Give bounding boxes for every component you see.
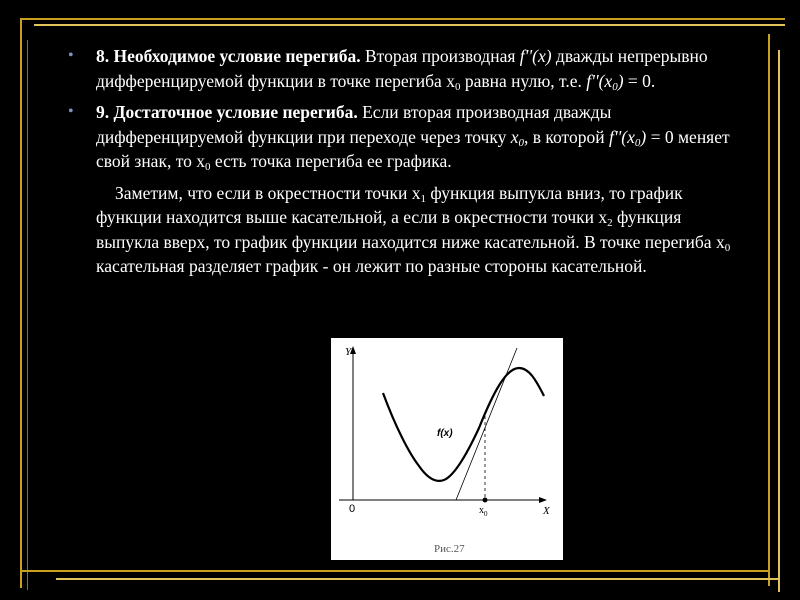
- figure-graph: [331, 338, 563, 560]
- list-item-sufficient-condition: [68, 100, 748, 174]
- frame-right-line: [768, 34, 770, 586]
- text: равна нулю, т.е.: [460, 70, 587, 91]
- text: , в которой: [524, 126, 609, 147]
- x0-point: [483, 498, 488, 503]
- text: = 0.: [623, 70, 656, 91]
- frame-top-line-inner: [34, 24, 785, 26]
- text: Если вторая производная дважды дифференцируемой функции при переходе через точку: [96, 102, 612, 147]
- bullet: •: [68, 47, 74, 64]
- text: есть точка перегиба ее графика.: [210, 151, 452, 171]
- text: дважды непрерывно дифференцируемой функции в точке перегиба x: [96, 46, 708, 91]
- formula: $f''(x_0)$: [586, 70, 624, 93]
- x0-label: $x_0$: [479, 505, 488, 518]
- text: Вторая производная: [360, 46, 520, 66]
- formula: $x_0$: [510, 126, 525, 149]
- curve-label: f(x): [437, 428, 453, 439]
- tangent-line: [456, 348, 517, 500]
- list-item-necessary-condition: [68, 44, 748, 93]
- formula: f''(x): [519, 46, 552, 66]
- subscript: 0: [454, 80, 461, 93]
- x-axis-arrow: [539, 497, 547, 503]
- frame-right-line-inner: [778, 50, 780, 592]
- frame-left-line-inner: [27, 40, 28, 590]
- frame-top-line: [20, 18, 785, 20]
- text: = 0 меняет свой знак, то x: [96, 126, 730, 171]
- function-curve: [383, 368, 544, 481]
- frame-left-line: [20, 18, 22, 588]
- x-axis-label: X: [543, 505, 550, 517]
- slide-body: [68, 44, 748, 279]
- frame-bottom-line-inner: [56, 578, 780, 580]
- origin-label: 0: [349, 503, 356, 515]
- frame-bottom-line: [20, 570, 770, 572]
- figure-inflection: [331, 338, 563, 560]
- figure-caption: Рис.27: [434, 543, 465, 555]
- heading: 9. Достаточное условие перегиба.: [96, 102, 358, 122]
- heading: 8. Необходимое условие перегиба.: [96, 46, 361, 66]
- y-axis-label: Y: [345, 346, 352, 358]
- note-paragraph: Заметим, что если в окрестности точки $x_1$ функция выпукла вниз, то график функции находится выше касательной, а если в окрестности точки $x_2$ функция выпукла вверх, то график функции находится ниже касательной. В точке перегиба $x_0$ касательная разделяет график - он лежит по разные стороны касательной.: [96, 182, 731, 276]
- bullet: •: [68, 103, 74, 120]
- subscript: 0: [205, 161, 211, 173]
- formula: $f''(x_0)$: [608, 126, 647, 149]
